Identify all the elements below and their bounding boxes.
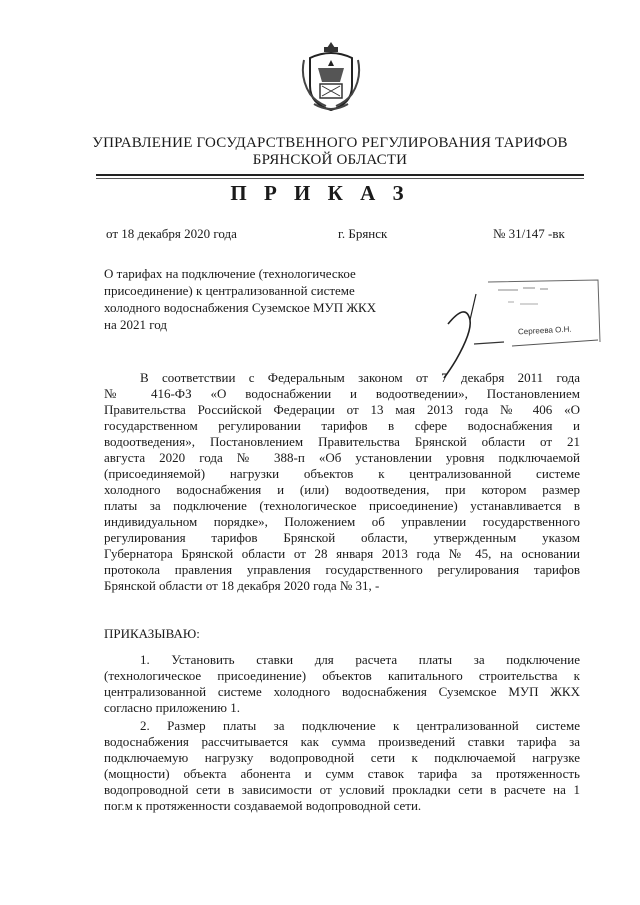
preamble-line: № 416-ФЗ «О водоснабжении и водоотведении», Постановлением — [104, 386, 580, 401]
item-line: водопроводной сети в зависимости от условий прокладки сети в расчете на 1 — [104, 782, 580, 797]
subject-line: на 2021 год — [104, 317, 167, 332]
preamble-line: В соответствии с Федеральным законом от 7 декабря 2011 года — [140, 370, 580, 385]
document-city: г. Брянск — [338, 226, 388, 241]
item-line: централизованной системе холодного водоснабжения Суземское МУП ЖКХ — [104, 684, 580, 699]
org-name-line-2: БРЯНСКОЙ ОБЛАСТИ — [252, 152, 408, 168]
document-date: от 18 декабря 2020 года — [106, 226, 237, 241]
item-line: пог.м к протяженности создаваемой водопроводной сети. — [104, 798, 422, 813]
subject-line: О тарифах на подключение (технологическое — [104, 266, 356, 281]
coat-of-arms-icon — [300, 38, 362, 114]
org-name-line-1: УПРАВЛЕНИЕ ГОСУДАРСТВЕННОГО РЕГУЛИРОВАНИЯ ТАРИФОВ — [92, 135, 568, 151]
subject-line: присоединение) к централизованной системе — [104, 283, 355, 298]
order-item-2 — [104, 718, 580, 814]
document-title: П Р И К А З — [230, 181, 410, 205]
preamble-line: платы за подключение (технологическое присоединение) устанавливается в — [104, 498, 580, 513]
stamp-signer-name: Сергеева О.Н. — [517, 324, 572, 337]
preamble-line: августа 2020 года № 388-п «Об установлении уровня подключаемой — [104, 450, 580, 465]
item-line: (мощности) объекта абонента и сумм ставок тарифа за протяженность — [104, 766, 580, 781]
preamble-line: водоотведения», Постановлением Правительства Брянской области от 21 — [104, 434, 580, 449]
approval-stamp-signature — [408, 272, 608, 382]
item-line: согласно приложению 1. — [104, 700, 240, 715]
document-subject — [104, 265, 404, 333]
header-rule-thick — [96, 174, 584, 176]
preamble-line: протокола правления управления государственного регулирования тарифов — [104, 562, 580, 577]
preamble-line: регулирования тарифов Брянской области, утвержденным указом — [104, 530, 580, 545]
item-line: 1. Установить ставки для расчета платы за подключение — [140, 652, 580, 667]
preamble-line: холодного водоснабжения и (или) водоотведения, при котором размер — [104, 482, 580, 497]
order-keyword: ПРИКАЗЫВАЮ: — [104, 626, 200, 641]
item-line: 2. Размер платы за подключение к централизованной системе — [140, 718, 580, 733]
item-line: подключаемую нагрузку водопроводной сети к подключаемой нагрузке — [104, 750, 580, 765]
preamble-line: Брянской области от 18 декабря 2020 года № 31, - — [104, 578, 380, 593]
preamble-line: (присоединяемой) нагрузки объектов к централизованной системе — [104, 466, 580, 481]
header-rule-thin — [96, 178, 584, 179]
preamble-line: государственном регулировании тарифов в сфере водоснабжения и — [104, 418, 580, 433]
item-line: водоснабжения рассчитывается как сумма произведений ставки тарифа за — [104, 734, 580, 749]
preamble-line: Правительства Российской Федерации от 13 мая 2013 года № 406 «О — [104, 402, 580, 417]
preamble-line: Губернатора Брянской области от 28 января 2013 года № 45, на основании — [104, 546, 580, 561]
item-line: (технологическое присоединение) объектов капитального строительства к — [104, 668, 580, 683]
preamble-paragraph — [104, 370, 580, 594]
order-item-1 — [104, 652, 580, 716]
document-number: № 31/147 -вк — [493, 226, 565, 241]
subject-line: холодного водоснабжения Суземское МУП ЖКХ — [104, 300, 377, 315]
preamble-line: индивидуальном порядке», Положением об управлении государственного — [104, 514, 580, 529]
